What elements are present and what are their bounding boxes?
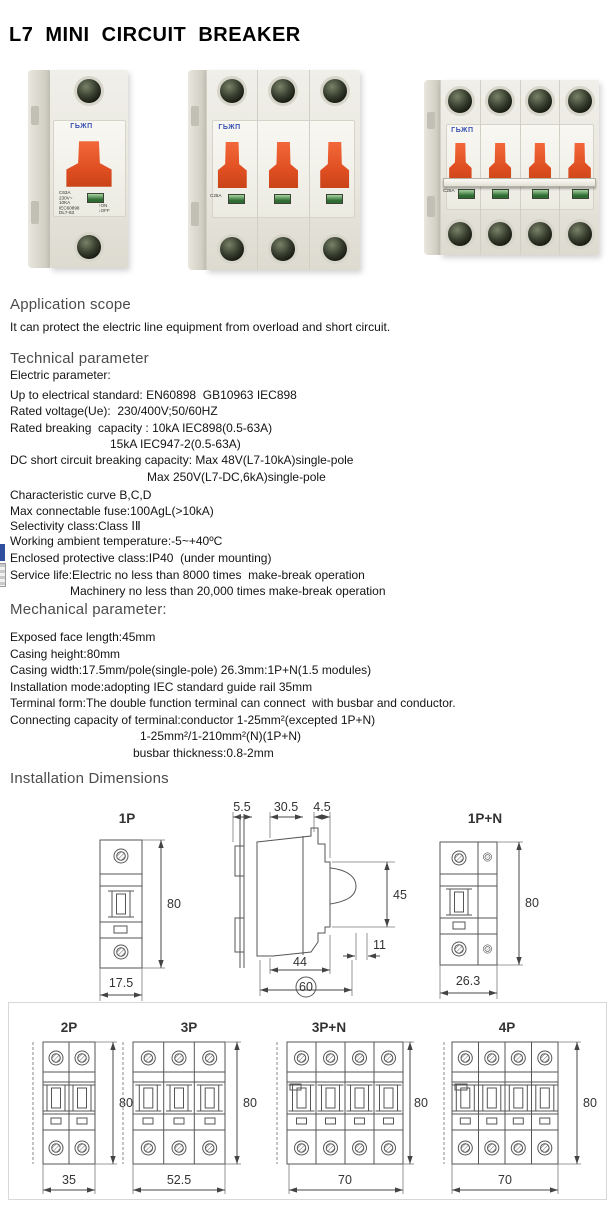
section-heading-installation: Installation Dimensions: [10, 770, 169, 787]
off-label: ↓ OFF: [98, 208, 109, 213]
terminal-screw-icon: [77, 79, 101, 103]
dim-width: 70: [498, 1173, 512, 1187]
spec-line: Max connectable fuse:100AgL(>10kA): [10, 504, 214, 518]
spec-line: Rated breaking capacity : 10kA IEC898(0.5-63A): [10, 421, 273, 435]
rating-line: IEC60898: [59, 205, 80, 211]
rating-line: 230V~: [59, 194, 73, 201]
on-off-marking: [98, 203, 109, 213]
page-edge-artifact: [0, 544, 5, 561]
spec-line: Connecting capacity of terminal:conductor 1-25mm²(excepted 1P+N): [10, 713, 376, 727]
dim-width: 35: [62, 1173, 76, 1187]
dim-width: 52.5: [166, 1173, 192, 1187]
drawing-lines: [233, 812, 395, 997]
status-window: [492, 189, 509, 199]
spec-line: Characteristic curve B,C,D: [10, 488, 152, 502]
spec-line: Electric parameter:: [10, 368, 111, 382]
application-body: It can protect the electric line equipment from overload and short circuit.: [10, 320, 391, 334]
drawing-lines: [277, 1042, 414, 1194]
spec-line: Selectivity class:Class ⅠⅡ: [10, 519, 141, 533]
figure-4p: [435, 1012, 605, 1197]
spec-line: Casing height:80mm: [10, 647, 121, 661]
breaker-toggle-lever: [269, 142, 298, 188]
terminal-screw-icon: [323, 79, 347, 103]
spec-line: Up to electrical standard: EN60898 GB10963 IEC898: [10, 388, 297, 402]
dim-rail-depth: 11: [373, 938, 386, 952]
figure-1pn: [428, 805, 558, 1005]
page-edge-artifact: [0, 563, 6, 587]
rating-label: [210, 194, 222, 199]
section-heading-application: Application scope: [10, 296, 131, 313]
drawing-lines: [444, 1042, 581, 1194]
terminal-screw-icon: [323, 237, 347, 261]
status-window: [228, 194, 245, 204]
pole-module: [257, 70, 308, 270]
terminal-screw-icon: [488, 222, 512, 246]
figure-1p: [85, 805, 200, 1005]
breaker-toggle-lever: [320, 142, 349, 188]
pole-module: [440, 80, 480, 255]
terminal-screw-icon: [488, 89, 512, 113]
breaker-front-1pole: [50, 70, 128, 268]
terminal-screw-icon: [528, 222, 552, 246]
brand-logo: ГЬЖП: [218, 124, 241, 131]
spec-line: DC short circuit breaking capacity: Max 48V(L7-10kA)single-pole: [10, 453, 354, 467]
figure-3pn: [270, 1012, 430, 1197]
spec-line: Service life:Electric no less than 8000 times make-break operation: [10, 568, 365, 582]
status-window: [572, 189, 589, 199]
figure-label: 3P+N: [311, 1020, 347, 1035]
product-photo-1pole: [28, 70, 128, 268]
dim-height: 80: [525, 896, 539, 910]
page-title: L7 MINI CIRCUIT BREAKER: [9, 24, 301, 46]
figure-label: 3P: [180, 1020, 198, 1035]
dim-face-step: 4.5: [313, 800, 331, 814]
breaker-toggle-lever: [218, 142, 247, 188]
terminal-screw-icon: [271, 237, 295, 261]
on-label: ↑ ON: [98, 203, 109, 208]
status-window: [458, 189, 475, 199]
dim-rail-offset: 5.5: [233, 800, 251, 814]
breaker-side-face: [28, 70, 50, 268]
spec-line: 15kA IEC947-2(0.5-63A): [110, 437, 241, 451]
breaker-side-face: [188, 70, 206, 270]
terminal-screw-icon: [77, 235, 101, 259]
drawing-lines: [123, 1042, 241, 1194]
dim-height: 80: [167, 897, 181, 911]
spec-line: Enclosed protective class:IP40 (under mounting): [10, 551, 272, 565]
dim-width: 26.3: [455, 974, 481, 988]
figure-label: 2P: [60, 1020, 78, 1035]
dim-width: 70: [338, 1173, 352, 1187]
pole-module: [206, 70, 257, 270]
spec-line: busbar thickness:0.8-2mm: [133, 746, 274, 760]
dim-height: 80: [119, 1096, 133, 1110]
figure-side-profile: [215, 800, 430, 1005]
spec-line: Max 250V(L7-DC,6kA)single-pole: [147, 470, 326, 484]
pole-module: [520, 80, 560, 255]
rating-line: C25A: [210, 193, 222, 199]
toggle-tie-bar: [443, 178, 596, 187]
spec-line: Rated voltage(Ue): 230/400V;50/60HZ: [10, 404, 218, 418]
dim-height: 80: [243, 1096, 257, 1110]
spec-line: Exposed face length:45mm: [10, 630, 156, 644]
brand-logo: ГЬЖП: [451, 127, 474, 135]
brand-logo: ГЬЖП: [70, 123, 93, 131]
terminal-screw-icon: [448, 222, 472, 246]
terminal-screw-icon: [220, 79, 244, 103]
breaker-front-3pole: [206, 70, 360, 270]
product-photo-4pole: [424, 80, 599, 255]
dim-body-depth-top: 30.5: [273, 800, 299, 814]
figure-3p: [115, 1012, 265, 1197]
drawing-lines: [33, 1042, 117, 1194]
spec-line: Installation mode:adopting IEC standard guide rail 35mm: [10, 680, 313, 694]
breaker-front-4pole: [440, 80, 599, 255]
dim-face-height: 45: [393, 888, 407, 902]
status-window: [274, 194, 291, 204]
pole-module: [559, 80, 599, 255]
dim-width: 17.5: [108, 976, 134, 990]
spec-line: Terminal form:The double function terminal can connect with busbar and conductor.: [10, 696, 456, 710]
breaker-side-face: [424, 80, 440, 255]
terminal-screw-icon: [528, 89, 552, 113]
terminal-screw-icon: [568, 222, 592, 246]
rating-line: DL7-63: [59, 210, 75, 216]
rating-line: C63A: [59, 189, 71, 196]
spec-line: Working ambient temperature:-5~+40ºC: [10, 534, 223, 548]
product-photo-3pole: [188, 70, 360, 270]
figure-label: 1P+N: [467, 811, 503, 826]
status-window: [532, 189, 549, 199]
figure-label: 1P: [118, 811, 136, 826]
spec-line: Machinery no less than 20,000 times make-break operation: [70, 584, 386, 598]
terminal-screw-icon: [271, 79, 295, 103]
rating-label: [443, 189, 455, 194]
terminal-screw-icon: [568, 89, 592, 113]
dim-depth-44: 44: [293, 955, 307, 969]
terminal-screw-icon: [220, 237, 244, 261]
figure-label: 4P: [498, 1020, 516, 1035]
spec-line: 1-25mm²/1-210mm²(N)(1P+N): [140, 729, 302, 743]
pole-module: [50, 70, 128, 268]
rating-label: [59, 191, 79, 217]
rating-line: 10KA: [59, 200, 71, 206]
pole-module: [480, 80, 520, 255]
dim-height: 80: [583, 1096, 597, 1110]
terminal-screw-icon: [448, 89, 472, 113]
dim-depth-60: 60: [299, 980, 313, 994]
section-heading-mechanical: Mechanical parameter:: [10, 601, 167, 618]
status-window: [326, 194, 343, 204]
drawing-lines: [440, 842, 523, 999]
spec-line: Casing width:17.5mm/pole(single-pole) 26.3mm:1P+N(1.5 modules): [10, 663, 372, 677]
dim-height: 80: [414, 1096, 428, 1110]
rating-line: C25A: [443, 187, 455, 194]
pole-module: [309, 70, 360, 270]
status-window: [87, 193, 104, 203]
section-heading-technical: Technical parameter: [10, 350, 149, 367]
